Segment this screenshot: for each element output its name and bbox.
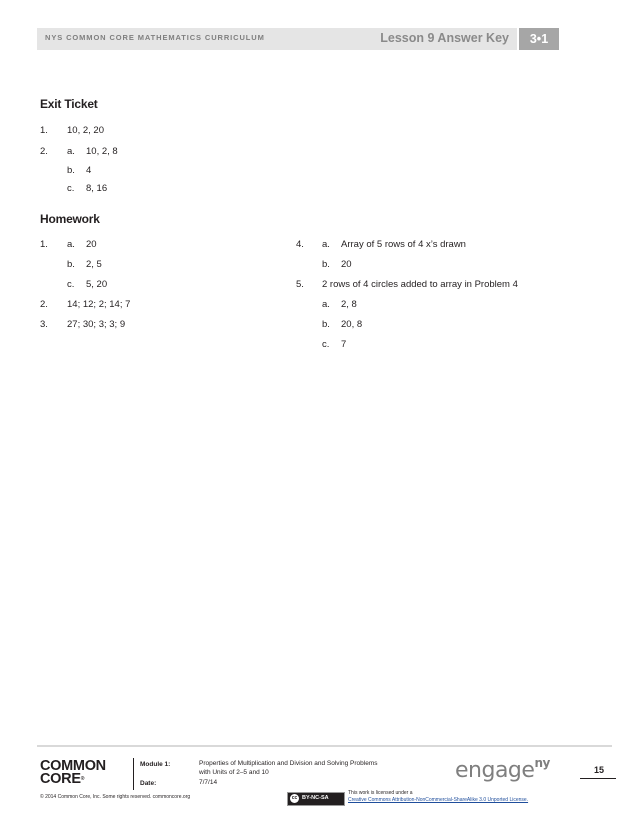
answer-text: 2 rows of 4 circles added to array in Problem 4 bbox=[322, 279, 518, 290]
footer-divider bbox=[37, 745, 612, 747]
answer-text: 14; 12; 2; 14; 7 bbox=[67, 299, 131, 310]
item-number: 2. bbox=[40, 146, 48, 157]
sub-item-letter: b. bbox=[67, 165, 75, 176]
sub-item-letter: c. bbox=[67, 183, 75, 194]
copyright-text: © 2014 Common Core, Inc. Some rights reserved. commoncore.org bbox=[40, 794, 191, 800]
sub-item-letter: a. bbox=[322, 299, 330, 310]
module-label: Module 1: bbox=[140, 761, 171, 768]
exit-ticket-heading: Exit Ticket bbox=[40, 97, 98, 111]
answer-text: 2, 8 bbox=[341, 299, 357, 310]
sub-item-letter: b. bbox=[322, 319, 330, 330]
sub-item-letter: a. bbox=[67, 146, 75, 157]
item-number: 5. bbox=[296, 279, 304, 290]
answer-text: 4 bbox=[86, 165, 92, 176]
date-value: 7/7/14 bbox=[199, 779, 218, 786]
creative-commons-badge[interactable] bbox=[287, 792, 345, 806]
answer-text: 27; 30; 3; 3; 9 bbox=[67, 319, 126, 330]
page-number-underline bbox=[580, 778, 616, 779]
logo-line-1: COMMON bbox=[40, 758, 106, 774]
answer-text: 20 bbox=[341, 259, 352, 270]
cc-badge-label: BY-NC-SA bbox=[302, 795, 329, 801]
sub-item-letter: c. bbox=[67, 279, 75, 290]
license-text: This work is licensed under a bbox=[348, 790, 413, 796]
answer-text: Array of 5 rows of 4 x’s drawn bbox=[341, 239, 466, 250]
license-link[interactable]: Creative Commons Attribution-NonCommercial-ShareAlike 3.0 Unported License. bbox=[348, 797, 529, 803]
lesson-title: Lesson 9 Answer Key bbox=[380, 31, 509, 45]
module-title-line2: with Units of 2–5 and 10 bbox=[199, 769, 269, 776]
answer-text: 20, 8 bbox=[341, 319, 363, 330]
curriculum-label: NYS COMMON CORE MATHEMATICS CURRICULUM bbox=[45, 33, 265, 42]
cc-icon: cc bbox=[291, 795, 298, 801]
grade-module-badge: 3•1 bbox=[519, 28, 559, 50]
item-number: 2. bbox=[40, 299, 48, 310]
date-label: Date: bbox=[140, 780, 157, 787]
sub-item-letter: a. bbox=[322, 239, 330, 250]
homework-heading: Homework bbox=[40, 212, 100, 226]
sub-item-letter: b. bbox=[67, 259, 75, 270]
item-number: 1. bbox=[40, 239, 48, 250]
item-number: 3. bbox=[40, 319, 48, 330]
engageny-logo: engage$^{ny}$ bbox=[455, 756, 550, 783]
page-header bbox=[37, 28, 559, 50]
footer-vertical-divider bbox=[133, 758, 134, 790]
item-number: 4. bbox=[296, 239, 304, 250]
answer-text: 10, 2, 20 bbox=[67, 125, 104, 136]
common-core-logo bbox=[40, 760, 106, 786]
answer-text: 8, 16 bbox=[86, 183, 108, 194]
sub-item-letter: c. bbox=[322, 339, 330, 350]
item-number: 1. bbox=[40, 125, 48, 136]
logo-line-2: CORE® bbox=[40, 771, 85, 787]
sub-item-letter: b. bbox=[322, 259, 330, 270]
answer-text: 10, 2, 8 bbox=[86, 146, 118, 157]
answer-text: 20 bbox=[86, 239, 97, 250]
answer-text: 7 bbox=[341, 339, 347, 350]
sub-item-letter: a. bbox=[67, 239, 75, 250]
answer-text: 5, 20 bbox=[86, 279, 108, 290]
module-title-line1: Properties of Multiplication and Division and Solving Problems bbox=[199, 760, 378, 767]
answer-text: 2, 5 bbox=[86, 259, 102, 270]
page-number: 15 bbox=[594, 765, 605, 775]
